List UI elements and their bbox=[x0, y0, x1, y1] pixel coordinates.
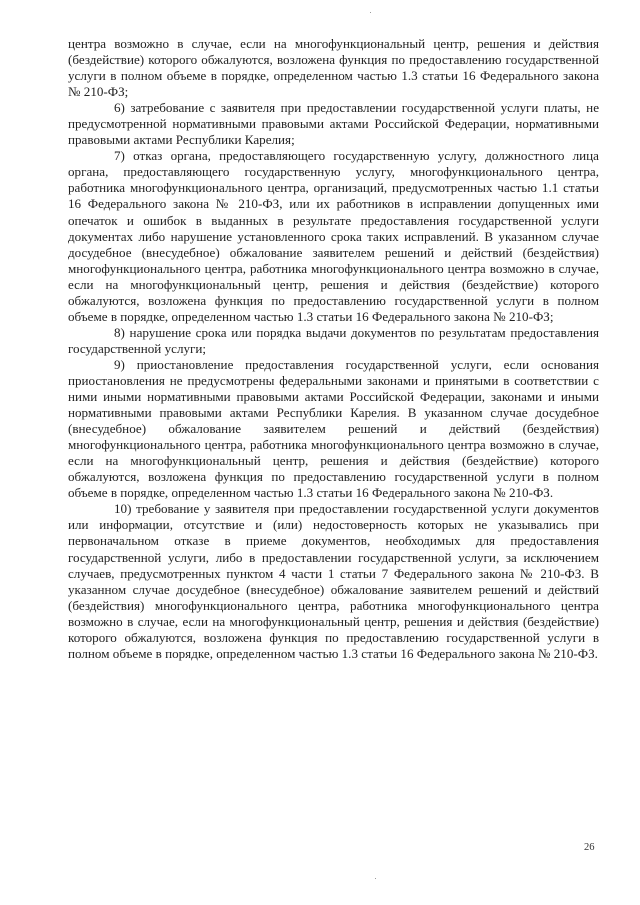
paragraph-item-7: 7) отказ органа, предоставляющего государственную услугу, должностного лица органа, предоставляющего государственную услугу, многофункционального центра, работника многофункционального центра, организаций, предусмотренных частью 1.1 статьи 16 Федерального закона № 210-ФЗ, или их работников в исправлении допущенных ими опечаток и ошибок в выданных в результате предоставления государственной услуги документах либо нарушение установленного срока таких исправлений. В указанном случае досудебное (внесудебное) обжалование заявителем решений и действий (бездействия) многофункционального центра, работника многофункционального центра возможно в случае, если на многофункциональный центр, решения и действия (бездействие) которого обжалуются, возложена функция по предоставлению государственной услуги в полном объеме в порядке, определенном частью 1.3 статьи 16 Федерального закона № 210-ФЗ; bbox=[68, 148, 599, 324]
paragraph-item-9: 9) приостановление предоставления государственной услуги, если основания приостановления не предусмотрены федеральными законами и принятыми в соответствии с ними иными нормативными правовыми актами Российской Федерации, законами и иными нормативными правовыми актами Республики Карелия. В указанном случае досудебное (внесудебное) обжалование заявителем решений и действий (бездействия) многофункционального центра, работника многофункционального центра возможно в случае, если на многофункциональный центр, решения и действия (бездействие) которого обжалуются, возложена функция по предоставлению государственной услуги в полном объеме в порядке, определенном частью 1.3 статьи 16 Федерального закона № 210-ФЗ. bbox=[68, 356, 599, 501]
paragraph-continuation: центра возможно в случае, если на многофункциональный центр, решения и действия (бездействие) которого обжалуются, возложена функция по предоставлению государственной услуги в полном объеме в порядке, определенном частью 1.3 статьи 16 Федерального закона № 210-ФЗ; bbox=[68, 36, 599, 100]
document-body bbox=[68, 36, 599, 662]
scan-speck bbox=[375, 878, 376, 879]
scan-speck bbox=[370, 12, 371, 13]
paragraph-item-6: 6) затребование с заявителя при предоставлении государственной услуги платы, не предусмотренной нормативными правовыми актами Российской Федерации, нормативными правовыми актами Республики Карелия; bbox=[68, 100, 599, 148]
paragraph-item-10: 10) требование у заявителя при предоставлении государственной услуги документов или информации, отсутствие и (или) недостоверность которых не указывались при первоначальном отказе в приеме документов, необходимых для предоставления государственной услуги, либо в предоставлении государственной услуги, за исключением случаев, предусмотренных пунктом 4 части 1 статьи 7 Федерального закона № 210-ФЗ. В указанном случае досудебное (внесудебное) обжалование заявителем решений и действий (бездействия) многофункционального центра, работника многофункционального центра возможно в случае, если на многофункциональный центр, решения и действия (бездействие) которого обжалуются, возложена функция по предоставлению государственной услуги в полном объеме в порядке, определенном частью 1.3 статьи 16 Федерального закона № 210-ФЗ. bbox=[68, 501, 599, 661]
paragraph-item-8: 8) нарушение срока или порядка выдачи документов по результатам предоставления государственной услуги; bbox=[68, 324, 599, 356]
page-number: 26 bbox=[584, 842, 595, 853]
